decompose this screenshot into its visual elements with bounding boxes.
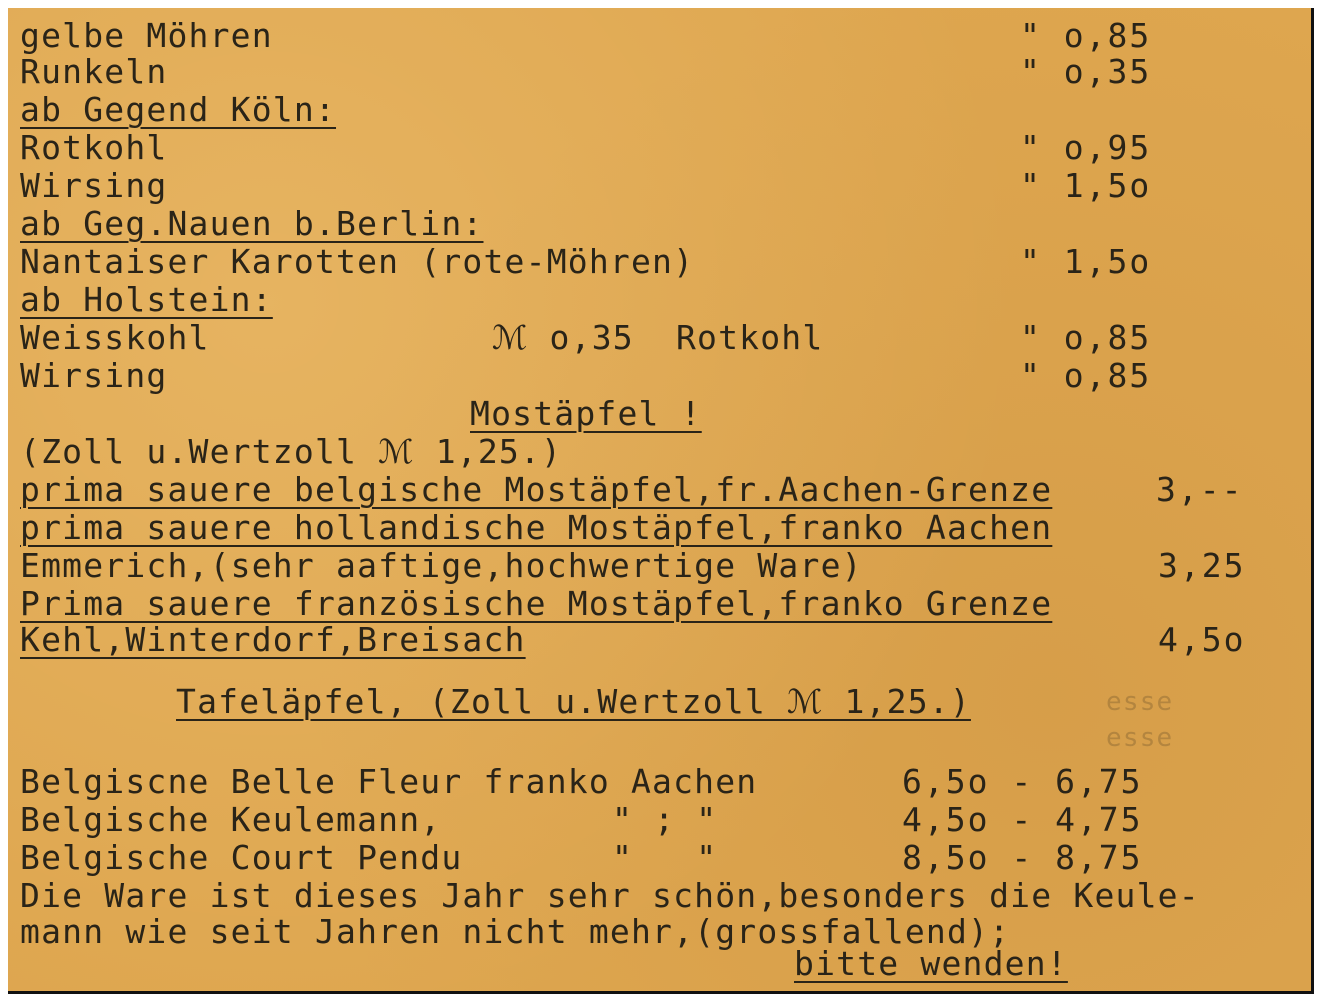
price-list-card (8, 8, 1314, 994)
remark-text: mann wie seit Jahren nicht mehr,(grossfallend); (20, 912, 1011, 951)
item-label: Runkeln (20, 52, 168, 91)
show-through-text: esse (1106, 723, 1174, 753)
item-label: Nantaiser Karotten (rote-Möhren) (20, 242, 695, 281)
show-through-text: esse (1106, 687, 1174, 717)
item-label: prima sauere belgische Mostäpfel,fr.Aachen-Grenze (20, 470, 1053, 509)
item-price: " o,35 (1020, 52, 1152, 91)
item-ditto: " ; " (612, 800, 718, 839)
item-label: Belgische Court Pendu (20, 838, 463, 877)
item-label: Wirsing (20, 356, 168, 395)
item-price: " o,95 (1020, 128, 1152, 167)
item-mid: ℳ o,35 Rotkohl (492, 318, 824, 357)
region-heading: ab Geg.Nauen b.Berlin: (20, 204, 484, 243)
remark-text: Die Ware ist dieses Jahr sehr schön,besonders die Keule- (20, 876, 1200, 915)
region-heading: ab Holstein: (20, 280, 273, 319)
item-label: Prima sauere französische Mostäpfel,franko Grenze (20, 584, 1053, 623)
item-price: " 1,5o (1020, 166, 1152, 205)
section-note: (Zoll u.Wertzoll ℳ 1,25.) (20, 432, 563, 471)
item-label: prima sauere hollandische Mostäpfel,franko Aachen (20, 508, 1053, 547)
item-ditto: " " (612, 838, 718, 877)
item-price: 3,-- (1156, 470, 1244, 509)
item-price: 4,5o - 4,75 (902, 800, 1143, 839)
section-title: Tafeläpfel, (Zoll u.Wertzoll ℳ 1,25.) (176, 682, 971, 721)
item-label: Belgische Keulemann, (20, 800, 442, 839)
item-price: 3,25 (1158, 546, 1246, 585)
item-price: " 1,5o (1020, 242, 1152, 281)
item-label: Kehl,Winterdorf,Breisach (20, 620, 526, 659)
item-label: Weisskohl (20, 318, 210, 357)
please-turn-note: bitte wenden! (794, 944, 1068, 983)
item-price: " o,85 (1020, 318, 1152, 357)
item-price: 8,5o - 8,75 (902, 838, 1143, 877)
item-label: gelbe Möhren (20, 16, 273, 55)
item-label: Rotkohl (20, 128, 168, 167)
item-price: 4,5o (1158, 620, 1246, 659)
item-price: 6,5o - 6,75 (902, 762, 1143, 801)
section-title: Mostäpfel ! (470, 394, 702, 433)
item-label: Belgiscne Belle Fleur franko Aachen (20, 762, 758, 801)
region-heading: ab Gegend Köln: (20, 90, 337, 129)
item-price: " o,85 (1020, 16, 1152, 55)
item-label: Wirsing (20, 166, 168, 205)
item-price: " o,85 (1020, 356, 1152, 395)
item-label: Emmerich,(sehr aaftige,hochwertige Ware) (20, 546, 863, 585)
